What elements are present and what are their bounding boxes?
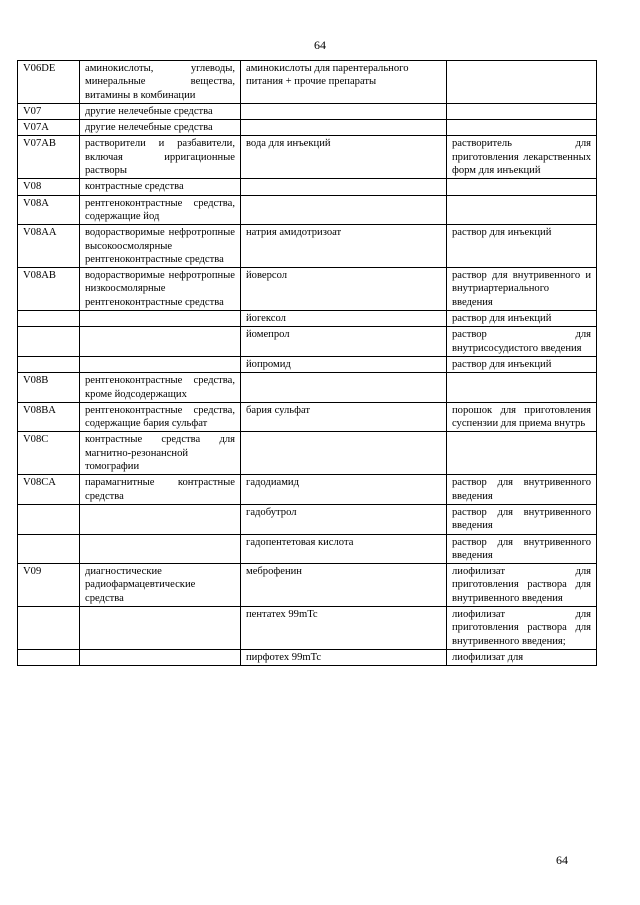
atc-code-cell xyxy=(18,504,80,534)
table-row xyxy=(18,327,597,357)
drug-name-cell xyxy=(241,195,447,225)
page-number-top: 64 xyxy=(314,38,326,52)
table-row xyxy=(18,195,597,225)
atc-code-cell: V08A xyxy=(18,195,80,225)
drug-name-cell: гадопентетовая кислота xyxy=(241,534,447,564)
dosage-form-cell: лиофилизат для приготовления раствора для внутривенного введения; xyxy=(447,606,597,649)
atc-code-cell xyxy=(18,649,80,665)
group-name-cell: водорастворимые нефротропные низкоосмолярные рентгеноконтрастные средства xyxy=(80,268,241,311)
table-row xyxy=(18,373,597,403)
group-name-cell: диагностические радиофармацевтические средства xyxy=(80,564,241,607)
atc-code-cell: V06DE xyxy=(18,61,80,104)
atc-code-cell: V08B xyxy=(18,373,80,403)
group-name-cell xyxy=(80,327,241,357)
atc-code-cell: V08BA xyxy=(18,402,80,432)
group-name-cell: парамагнитные контрастные средства xyxy=(80,475,241,505)
table-row xyxy=(18,475,597,505)
drug-name-cell: йомепрол xyxy=(241,327,447,357)
atc-code-cell: V08CA xyxy=(18,475,80,505)
dosage-form-cell: лиофилизат для приготовления раствора для внутривенного введения xyxy=(447,564,597,607)
table-row xyxy=(18,356,597,372)
drug-name-cell: пентатех 99mTc xyxy=(241,606,447,649)
drug-table xyxy=(17,60,597,666)
group-name-cell: контрастные средства для магнитно-резонансной томографии xyxy=(80,432,241,475)
dosage-form-cell xyxy=(447,195,597,225)
group-name-cell: другие нелечебные средства xyxy=(80,103,241,119)
atc-code-cell xyxy=(18,327,80,357)
table-row xyxy=(18,225,597,268)
atc-code-cell: V08C xyxy=(18,432,80,475)
drug-name-cell xyxy=(241,373,447,403)
dosage-form-cell xyxy=(447,432,597,475)
drug-name-cell: йогексол xyxy=(241,311,447,327)
atc-code-cell: V07A xyxy=(18,120,80,136)
table-row xyxy=(18,564,597,607)
drug-name-cell: аминокислоты для парентерального питания + прочие препараты xyxy=(241,61,447,104)
atc-code-cell: V08 xyxy=(18,179,80,195)
group-name-cell: рентгеноконтрастные средства, содержащие йод xyxy=(80,195,241,225)
group-name-cell: контрастные средства xyxy=(80,179,241,195)
group-name-cell: другие нелечебные средства xyxy=(80,120,241,136)
drug-name-cell xyxy=(241,179,447,195)
dosage-form-cell xyxy=(447,179,597,195)
table-row xyxy=(18,606,597,649)
dosage-form-cell: раствор для внутривенного и внутриартериального введения xyxy=(447,268,597,311)
atc-code-cell xyxy=(18,606,80,649)
group-name-cell: водорастворимые нефротропные высокоосмолярные рентгеноконтрастные средства xyxy=(80,225,241,268)
table-row xyxy=(18,179,597,195)
table-row xyxy=(18,103,597,119)
table-row xyxy=(18,402,597,432)
group-name-cell xyxy=(80,504,241,534)
table-row xyxy=(18,504,597,534)
group-name-cell xyxy=(80,311,241,327)
drug-name-cell: гадодиамид xyxy=(241,475,447,505)
group-name-cell: рентгеноконтрастные средства, кроме йодсодержащих xyxy=(80,373,241,403)
dosage-form-cell xyxy=(447,61,597,104)
drug-name-cell: натрия амидотризоат xyxy=(241,225,447,268)
group-name-cell: рентгеноконтрастные средства, содержащие бария сульфат xyxy=(80,402,241,432)
drug-name-cell: йоверсол xyxy=(241,268,447,311)
atc-code-cell: V09 xyxy=(18,564,80,607)
atc-code-cell xyxy=(18,356,80,372)
table-row xyxy=(18,311,597,327)
group-name-cell xyxy=(80,534,241,564)
drug-name-cell xyxy=(241,103,447,119)
atc-code-cell: V07AB xyxy=(18,136,80,179)
table-row xyxy=(18,120,597,136)
dosage-form-cell: раствор для инъекций xyxy=(447,356,597,372)
group-name-cell: растворители и разбавители, включая ирригационные растворы xyxy=(80,136,241,179)
table-row xyxy=(18,136,597,179)
dosage-form-cell xyxy=(447,120,597,136)
dosage-form-cell xyxy=(447,373,597,403)
atc-code-cell xyxy=(18,311,80,327)
dosage-form-cell: раствор для инъекций xyxy=(447,225,597,268)
drug-name-cell: гадобутрол xyxy=(241,504,447,534)
dosage-form-cell: раствор для внутрисосудистого введения xyxy=(447,327,597,357)
drug-name-cell: пирфотех 99mTc xyxy=(241,649,447,665)
dosage-form-cell: порошок для приготовления суспензии для приема внутрь xyxy=(447,402,597,432)
table-row xyxy=(18,649,597,665)
atc-code-cell: V08AA xyxy=(18,225,80,268)
drug-name-cell: вода для инъекций xyxy=(241,136,447,179)
table-row xyxy=(18,61,597,104)
dosage-form-cell: раствор для инъекций xyxy=(447,311,597,327)
dosage-form-cell: раствор для внутривенного введения xyxy=(447,475,597,505)
drug-name-cell: бария сульфат xyxy=(241,402,447,432)
group-name-cell: аминокислоты, углеводы, минеральные вещества, витамины в комбинации xyxy=(80,61,241,104)
table-row xyxy=(18,432,597,475)
drug-name-cell xyxy=(241,432,447,475)
dosage-form-cell xyxy=(447,103,597,119)
group-name-cell xyxy=(80,649,241,665)
drug-name-cell: меброфенин xyxy=(241,564,447,607)
group-name-cell xyxy=(80,606,241,649)
atc-code-cell: V07 xyxy=(18,103,80,119)
page-number-bottom: 64 xyxy=(556,853,568,867)
dosage-form-cell: лиофилизат для xyxy=(447,649,597,665)
drug-name-cell: йопромид xyxy=(241,356,447,372)
table-row xyxy=(18,534,597,564)
dosage-form-cell: раствор для внутривенного введения xyxy=(447,534,597,564)
dosage-form-cell: растворитель для приготовления лекарственных форм для инъекций xyxy=(447,136,597,179)
drug-table-body xyxy=(18,61,597,666)
group-name-cell xyxy=(80,356,241,372)
atc-code-cell xyxy=(18,534,80,564)
table-row xyxy=(18,268,597,311)
dosage-form-cell: раствор для внутривенного введения xyxy=(447,504,597,534)
atc-code-cell: V08AB xyxy=(18,268,80,311)
drug-name-cell xyxy=(241,120,447,136)
